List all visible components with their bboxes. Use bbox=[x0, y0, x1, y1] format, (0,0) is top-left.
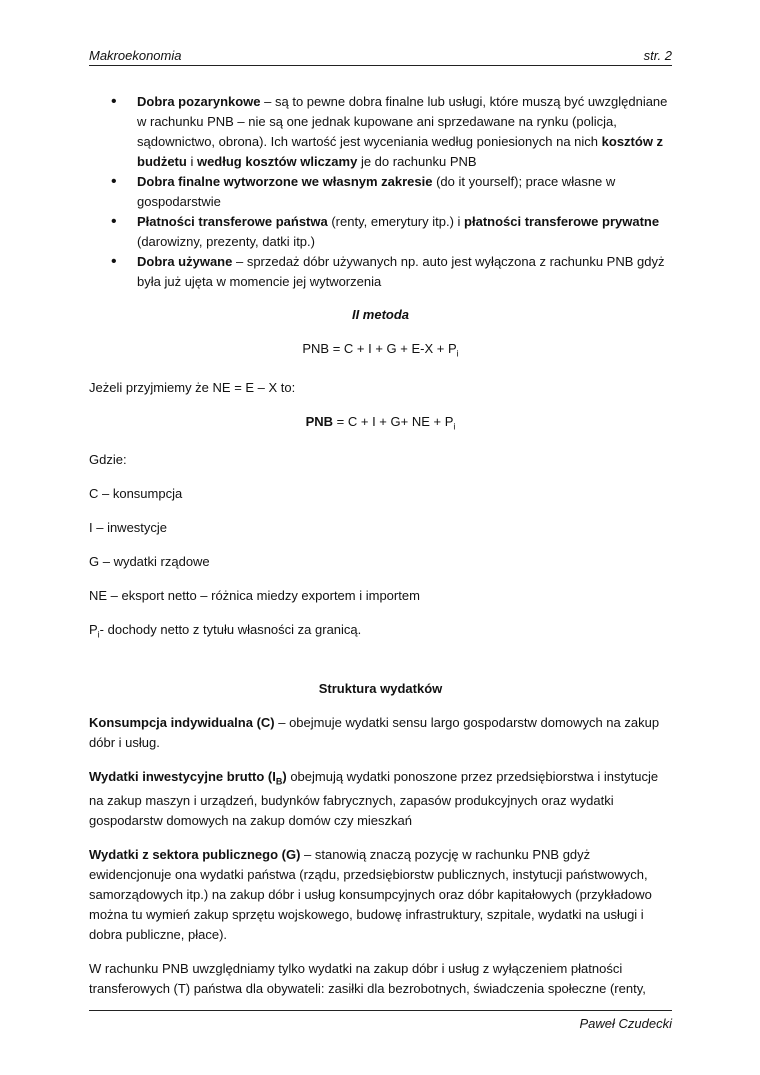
method-title: II metoda bbox=[351, 307, 410, 322]
pi-subscript: i bbox=[97, 629, 100, 640]
term-text: Wydatki inwestycyjne brutto (I bbox=[89, 768, 276, 784]
list-item bbox=[137, 212, 672, 252]
definition-c: C – konsumpcja bbox=[89, 486, 183, 502]
where-label: Gdzie: bbox=[89, 452, 127, 468]
paragraph-investment bbox=[89, 767, 672, 832]
pi-symbol: P bbox=[89, 622, 98, 638]
term-end: ) bbox=[282, 768, 287, 784]
formula-subscript: i bbox=[453, 421, 456, 432]
bullet-text: (do it yourself); prace własne w gospodarstwie bbox=[137, 174, 616, 209]
footer-author: Paweł Czudecki bbox=[579, 1016, 672, 1031]
document-body bbox=[89, 92, 672, 999]
definition-ne: NE – eksport netto – różnica miedzy exportem i importem bbox=[89, 588, 420, 604]
paragraph-text: – stanowią znaczą pozycję w rachunku PNB gdyż ewidencjonuje ona wydatki państwa (rządu, przedsiębiorstw publicznych, instytucji państwowych, samorządowych itp.) na zakup dóbr i usług konsumpcyjnych oraz dóbr kapitałowych (przykładowo można tu wymień zakup sprzętu wojskowego, budowę infrastruktury, szpitale, wydatki na usługi i dobra publiczne, płace). bbox=[89, 847, 652, 943]
formula-1 bbox=[89, 339, 672, 364]
pi-text: - dochody netto z tytułu własności za granicą. bbox=[99, 622, 362, 638]
definition-i: I – inwestycje bbox=[89, 520, 168, 536]
definition-g: G – wydatki rządowe bbox=[89, 554, 210, 570]
bullet-text: (darowizny, prezenty, datki itp.) bbox=[137, 234, 315, 249]
page-number: str. 2 bbox=[643, 48, 672, 63]
bullet-text: (renty, emerytury itp.) i bbox=[327, 214, 465, 229]
formula-bold: PNB bbox=[305, 413, 334, 429]
bullet-text: i bbox=[186, 154, 197, 169]
paragraph-transfers: W rachunku PNB uwzględniamy tylko wydatki na zakup dóbr i usług z wyłączeniem płatności transferowych (T) państwa dla obywateli: zasiłki dla bezrobotnych, świadczenia społeczne (renty, bbox=[89, 961, 646, 997]
paragraph-text: obejmują wydatki ponoszone przez przedsiębiorstwa i instytucje na zakup maszyn i urządzeń, budynków fabrycznych, zapasów produkcyjnych oraz wydatki gospodarstw domowych na zakup domów czy mieszkań bbox=[89, 768, 659, 829]
list-item bbox=[137, 172, 672, 212]
bullet-text: – sprzedaż dóbr używanych np. auto jest wyłączona z rachunku PNB gdyż była już ujęta w momencie jej wytworzenia bbox=[137, 254, 665, 289]
paragraph-term: Konsumpcja indywidualna (C) bbox=[89, 714, 275, 730]
list-item bbox=[137, 92, 672, 172]
bullet-term: według kosztów wliczamy bbox=[196, 154, 358, 169]
bullet-term: Dobra finalne wytworzone we własnym zakresie bbox=[137, 174, 433, 189]
paragraph-text: – obejmuje wydatki sensu largo gospodarstw domowych na zakup dóbr i usług. bbox=[89, 714, 660, 750]
header-title: Makroekonomia bbox=[89, 48, 182, 63]
formula-2 bbox=[89, 412, 672, 437]
list-item bbox=[137, 252, 672, 292]
paragraph-public-sector bbox=[89, 845, 672, 945]
bullet-term: Dobra używane bbox=[137, 254, 233, 269]
formula-text: = C + I + G+ NE + P bbox=[333, 413, 454, 429]
section-title: Struktura wydatków bbox=[318, 680, 443, 696]
bullet-list bbox=[89, 92, 672, 292]
paragraph-term bbox=[89, 768, 287, 787]
formula-subscript: i bbox=[456, 348, 459, 359]
bullet-text: je do rachunku PNB bbox=[357, 154, 477, 169]
bullet-term: kosztów z budżetu bbox=[137, 134, 664, 169]
bullet-term: Płatności transferowe państwa bbox=[137, 214, 328, 229]
page-footer bbox=[89, 1010, 672, 1031]
bullet-term: płatności transferowe prywatne bbox=[464, 214, 660, 229]
bullet-term: Dobra pozarynkowe bbox=[137, 94, 261, 109]
term-subscript: B bbox=[275, 776, 283, 787]
paragraph-consumption bbox=[89, 713, 672, 753]
paragraph-term: Wydatki z sektora publicznego (G) bbox=[89, 847, 301, 863]
definition-pi bbox=[89, 620, 672, 645]
formula-intro: Jeżeli przyjmiemy że NE = E – X to: bbox=[89, 379, 296, 395]
page-header bbox=[89, 45, 672, 66]
bullet-text: – są to pewne dobra finalne lub usługi, które muszą być uwzględniane w rachunku PNB – nie są one jednak kupowane ani sprzedawane na rynku (policja, sądownictwo, obrona). Ich wartość jest wyceniania według poniesionych na nich bbox=[137, 94, 668, 149]
formula-text: PNB = C + I + G + E-X + P bbox=[302, 341, 457, 356]
